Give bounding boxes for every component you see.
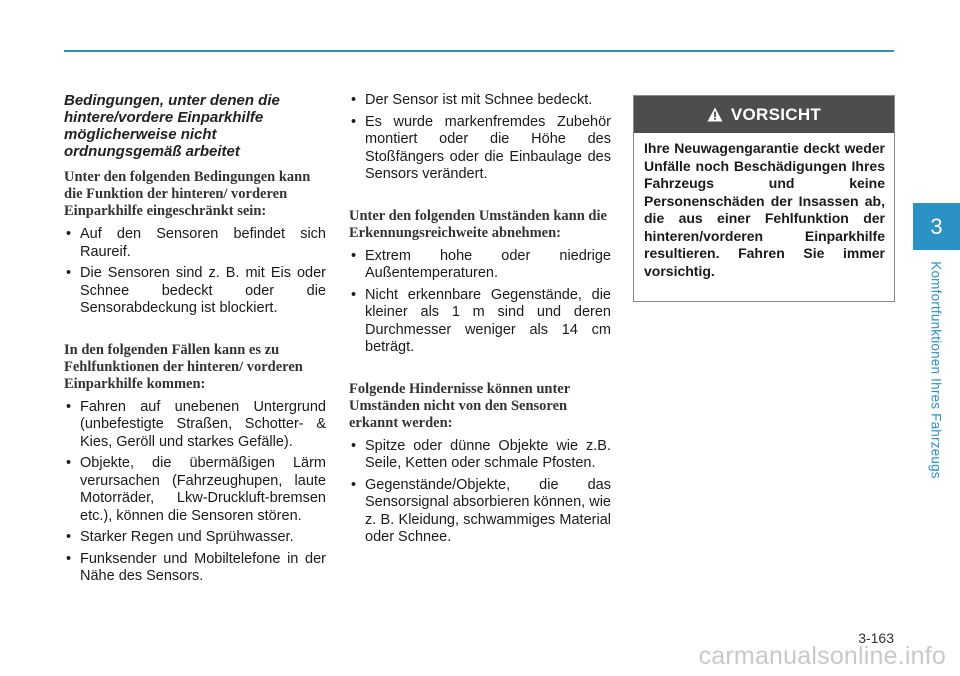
list-item: • Fahren auf unebenen Untergrund (unbefestigte Straßen, Schotter- & Kies, Geröll und starkes Gefälle).: [64, 399, 326, 452]
middle-column: [349, 92, 611, 551]
left-column: [64, 92, 326, 590]
top-list: [349, 92, 611, 184]
chapter-title: Komfortfunktionen Ihres Fahrzeugs: [928, 261, 944, 479]
section-title: Bedingungen, unter denen die hintere/vordere Einparkhilfe möglicherweise nicht ordnungsgemäß arbeitet: [64, 92, 280, 160]
list-item: • Extrem hohe oder niedrige Außentemperaturen.: [349, 248, 611, 283]
list-item: • Spitze oder dünne Objekte wie z.B. Seile, Ketten oder schmale Pfosten.: [349, 438, 611, 473]
list-item: • Nicht erkennbare Gegenstände, die kleiner als 1 m sind und deren Durchmesser weniger als 14 cm beträgt.: [349, 287, 611, 357]
section3-list: [349, 248, 611, 357]
list-item: • Es wurde markenfremdes Zubehör montiert oder die Höhe des Stoßfängers oder die Einbaulage des Sensors verändert.: [349, 114, 611, 184]
list-item: • Gegenstände/Objekte, die das Sensorsignal absorbieren können, wie z. B. Kleidung, schwammiges Material oder Schnee.: [349, 477, 611, 547]
section4-list: [349, 438, 611, 547]
list-item: • Der Sensor ist mit Schnee bedeckt.: [349, 92, 611, 110]
top-rule: [64, 50, 894, 52]
watermark: carmanualsonline.info: [698, 642, 946, 670]
list-item: • Die Sensoren sind z. B. mit Eis oder Schnee bedeckt oder die Sensorabdeckung ist blockiert.: [64, 265, 326, 318]
caution-label: VORSICHT: [730, 104, 822, 124]
section2-list: [64, 399, 326, 586]
list-item: • Objekte, die übermäßigen Lärm verursachen (Fahrzeughupen, laute Motorräder, Lkw-Druckluft-bremsen etc.), können die Sensoren stören.: [64, 455, 326, 525]
section4-heading: Folgende Hindernisse können unter Umständen nicht von den Sensoren erkannt werden:: [349, 380, 570, 431]
caution-header: [634, 96, 894, 133]
section3-heading: Unter den folgenden Umständen kann die Erkennungsreichweite abnehmen:: [349, 207, 607, 241]
section1-list: [64, 226, 326, 318]
warning-triangle-icon: [707, 107, 723, 122]
chapter-tab: 3: [913, 203, 960, 250]
caution-box: [633, 95, 895, 302]
page-number: 3-163: [858, 630, 894, 646]
section1-heading: Unter den folgenden Bedingungen kann die Funktion der hinteren/ vorderen Einparkhilfe eingeschränkt sein:: [64, 169, 311, 219]
section2-heading: In den folgenden Fällen kann es zu Fehlfunktionen der hinteren/ vorderen Einparkhilfe kommen:: [64, 341, 303, 392]
list-item: • Auf den Sensoren befindet sich Raureif.: [64, 226, 326, 261]
caution-text: Ihre Neuwagengarantie deckt weder Unfälle noch Beschädigungen Ihres Fahrzeugs und keine Personenschäden der Insassen ab, die aus einer Fehlfunktion der hinteren/vorderen Einparkhilfe resultieren. Fahren Sie immer vorsichtig.: [644, 140, 885, 279]
list-item: • Starker Regen und Sprühwasser.: [64, 529, 326, 547]
list-item: • Funksender und Mobiltelefone in der Nähe des Sensors.: [64, 551, 326, 586]
